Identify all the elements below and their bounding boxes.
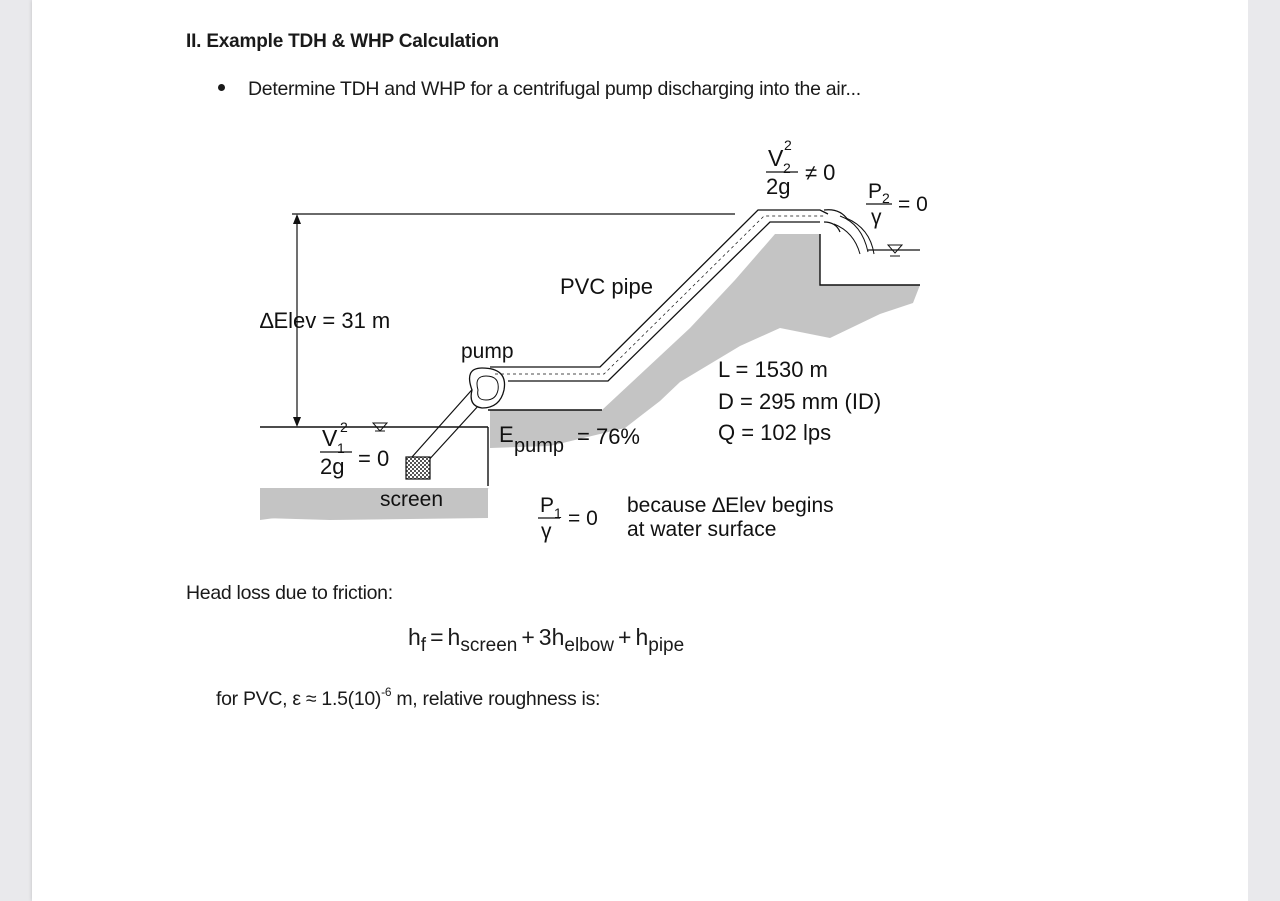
svg-text:P: P [540, 494, 555, 517]
svg-text:V: V [768, 145, 784, 171]
because-note-line1: because ∆Elev begins [627, 494, 834, 517]
svg-text:= 76%: = 76% [577, 424, 640, 449]
svg-text:E: E [499, 422, 514, 447]
svg-text:γ: γ [541, 520, 552, 543]
screen-label: screen [380, 488, 444, 511]
svg-text:≠ 0: ≠ 0 [805, 160, 836, 185]
delta-elev-label: ∆Elev = 31 m [260, 308, 391, 333]
pvc-pipe-label: PVC pipe [560, 274, 653, 299]
water-surface-symbol-right [868, 245, 920, 256]
section-heading: II. Example TDH & WHP Calculation [186, 31, 499, 52]
pump-label: pump [461, 340, 514, 363]
svg-text:γ: γ [871, 206, 882, 229]
because-note-line2: at water surface [627, 518, 777, 541]
svg-text:= 0: = 0 [568, 507, 598, 530]
length-label: L = 1530 m [718, 357, 828, 382]
document-page [32, 0, 1248, 901]
svg-text:= 0: = 0 [898, 193, 928, 216]
svg-text:P: P [868, 180, 883, 203]
v1-velocity-head [320, 419, 389, 479]
svg-text:V: V [322, 425, 338, 451]
sump-water [262, 488, 488, 520]
svg-text:2: 2 [784, 137, 792, 153]
svg-text:2g: 2g [320, 454, 345, 479]
flow-label: Q = 102 lps [718, 420, 832, 445]
svg-text:1: 1 [554, 505, 562, 521]
head-loss-formula: $h_f = h_{screen} + 3h_{elbow} + h_{pipe}$ [408, 624, 685, 656]
pump-system-diagram [220, 128, 928, 560]
svg-text:pump: pump [514, 435, 565, 457]
p1-pressure-head [538, 494, 598, 543]
outlet-wall [820, 234, 920, 285]
p2-pressure-head [866, 180, 928, 229]
roughness-statement: for PVC, $\varepsilon \approx 1.5(10)^{-6}$ m, relative roughness is: [216, 685, 601, 710]
svg-text:= 0: = 0 [358, 446, 390, 471]
svg-text:1: 1 [337, 440, 345, 456]
svg-text:2: 2 [340, 419, 348, 435]
svg-text:2: 2 [783, 160, 791, 176]
problem-statement: Determine TDH and WHP for a centrifugal pump discharging into the air... [248, 78, 861, 100]
diameter-label: D = 295 mm (ID) [718, 389, 882, 414]
svg-text:2g: 2g [766, 174, 791, 199]
v2-velocity-head [766, 137, 835, 199]
svg-text:2: 2 [882, 190, 890, 206]
bullet-dot [218, 84, 225, 91]
discharge-jet [824, 210, 874, 254]
head-loss-label: Head loss due to friction: [186, 582, 393, 604]
pump-body [470, 368, 505, 408]
page-scrollbar-track[interactable] [1248, 0, 1280, 901]
screen-icon [406, 457, 430, 479]
